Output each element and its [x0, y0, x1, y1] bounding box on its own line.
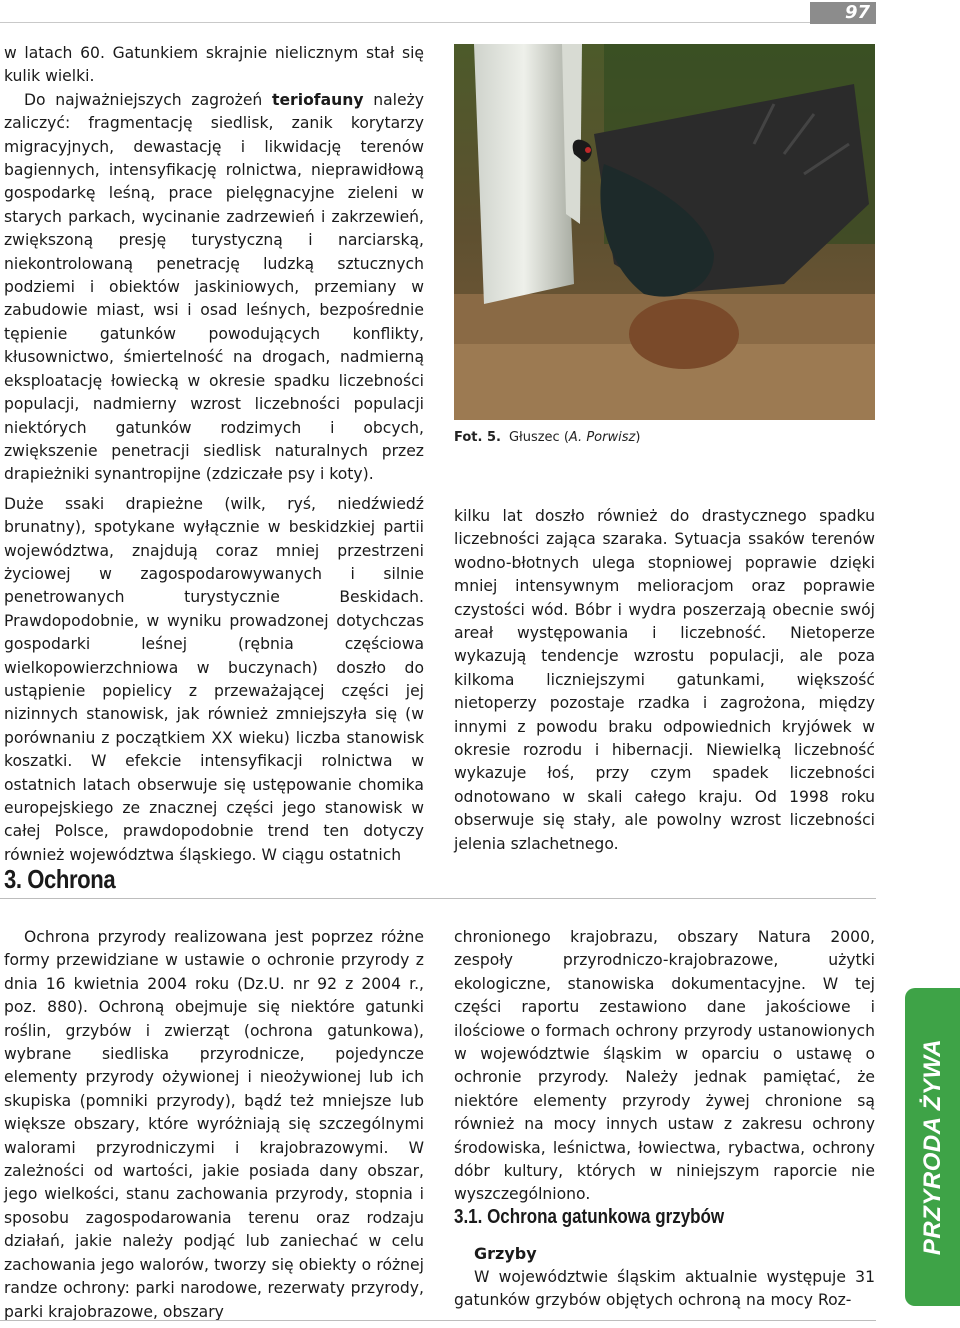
header-rule	[0, 22, 810, 23]
subsection-heading: 3.1. Ochrona gatunkowa grzybów	[454, 1206, 725, 1228]
subsubsection-heading: Grzyby	[474, 1244, 537, 1263]
paragraph: w latach 60. Gatunkiem skrajnie nielicznym stał się kulik wielki.	[4, 44, 424, 86]
capercaillie-photo	[454, 44, 875, 420]
column-2-bottom	[454, 926, 875, 1207]
column-1-top	[4, 42, 424, 867]
side-tab	[905, 988, 960, 1306]
column-2-top	[454, 505, 875, 856]
bold-term: teriofauny	[272, 90, 364, 109]
forest-bird-image	[454, 44, 875, 420]
paragraph-mammals: kilku lat doszło również do drastycznego spadku liczebności zająca szaraka. Sytuacja ssaków terenów wodno-błotnych ulega stopniowej poprawie dzięki mniej intensywnym melioracjom oraz poprawie czystości wód. Bóbr i wydra poszerzają obecnie swój areał występowania i liczebność. Nietoperze wykazują tendencje wzrostu populacji, ale poza kilkoma liczniejszymi gatunkami, większość nietoperzy pozostaje rzadka i zagrożona, między innymi z powodu braku odpowiednich kryjówek w okresie rozrodu i hibernacji. Niewielką liczebność wykazuje łoś, przy czym spadek liczebności odnotowano w skali całego kraju. Od 1998 roku obserwuje się stały, ale powolny wzrost liczebności jelenia szlachetnego.	[454, 507, 875, 853]
caption-author: A. Porwisz	[568, 430, 636, 445]
column-2-last	[454, 1266, 875, 1313]
page-number: 97	[810, 2, 876, 24]
paragraph-predators: Duże ssaki drapieżne (wilk, ryś, niedźwiedź brunatny), spotykane wyłącznie w beskidzkiej partii województwa, znajdują coraz mniej przestrzeni życiowej w zagospodarowywanych i silnie penetrowanych turystycznie Beskidach. Prawdopodobnie, w wyniku prowadzonej dotychczas gospodarki leśnej (rębnia częściowa wielkopowierzchniowa w buczynach) doszło do ustąpienie popielicy z przeważającej części jej nizinnych stanowisk, jak również zmniejszyła się (w porównaniu z początkiem XX wieku) liczba stanowisk koszatki. W efekcie intensyfikacji rolnictwa w ostatnich latach obserwuje się ustępowanie chomika europejskiego ze znacznej części jego stanowisk w całej Polsce, prawdopodobnie trend ten dotyczy również województwa śląskiego. W ciągu ostatnich	[4, 494, 424, 864]
section-rule	[0, 898, 876, 899]
caption-label: Fot. 5.	[454, 430, 501, 445]
paragraph-protection-cont: chronionego krajobrazu, obszary Natura 2000, zespoły przyrodniczo-krajobrazowe, użytki ekologiczne, stanowiska dokumentacyjne. W tej części raportu zestawiono dane jakościowe i ilościowe o formach ochrony przyrody ustanowionych w województwie śląskim w oparciu o ustawę o ochronie przyrody. Należy jednak pamiętać, że niektóre elementy przyrody żywej chronione są również na mocy innych ustaw z zakresu ochrony środowiska, leśnictwa, łowiectwa, rybactwa, ochrony dóbr kultury, których w niniejszym raporcie nie wyszczególniono.	[454, 928, 875, 1204]
section-heading: 3. Ochrona	[4, 864, 116, 894]
paragraph-fungi: W województwie śląskim aktualnie występuje 31 gatunków grzybów objętych ochroną na mocy Roz-	[454, 1268, 875, 1310]
paragraph-threats: Do najważniejszych zagrożeń teriofauny należy zaliczyć: fragmentację siedlisk, zanik korytarzy migracyjnych, dewastację i likwidację terenów bagiennych, intensyfikację rolnictwa, nieprawidłową gospodarkę leśną, prace pielęgnacyjne zieleni w starych parkach, wycinanie zadrzewień i zakrzewień, zwiększoną presję turystyczną i narciarską, niekontrolowaną penetrację ludzką sztucznych podziemi i obiektów jaskiniowych, przemiany w zabudowie miast, wsi i osad leśnych, bezpośrednie tępienie gatunków powodujących konflikty, kłusownictwo, śmiertelność na drogach, nadmierną eksploatację łowiecką w okresie spadku liczebności populacji, nadmierny wzrost liczebności populacji niektórych gatunków rodzimych i obcych, zwiększenie penetracji siedlisk naturalnych przez drapieżniki synantropijne (zdziczałe psy i koty).	[4, 90, 424, 484]
column-1-bottom	[4, 926, 424, 1324]
footer-rule	[0, 1320, 876, 1321]
side-tab-label: PRZYRODA ŻYWA	[918, 1038, 946, 1256]
photo-caption: Fot. 5. Głuszec (A. Porwisz)	[454, 430, 641, 445]
paragraph-protection: Ochrona przyrody realizowana jest poprzez różne formy przewidziane w ustawie o ochronie przyrody z dnia 16 kwietnia 2004 roku (Dz.U. nr 92 z 2004 r., poz. 880). Ochroną obejmuje się niektóre gatunki roślin, grzybów i zwierząt (ochrona gatunkowa), wybrane siedliska przyrodnicze, pojedyncze elementy przyrody ożywionej i nieożywionej lub ich skupiska (pomniki przyrody), bądź też mniejsze lub większe obszary, które wyróżniają się szczególnymi walorami przyrodniczymi i krajobrazowymi. W zależności od wartości, jakie posiada dany obszar, jego wielkości, stanu zachowania przyrody, stopnia i sposobu zagospodarowania terenu oraz rodzaju działań, jakie należy podjąć lub zaniechać w celu zachowania jego walorów, tworzy się obiekty o różnej randze ochrony: parki narodowe, rezerwaty przyrody, parki krajobrazowe, obszary	[4, 928, 424, 1321]
